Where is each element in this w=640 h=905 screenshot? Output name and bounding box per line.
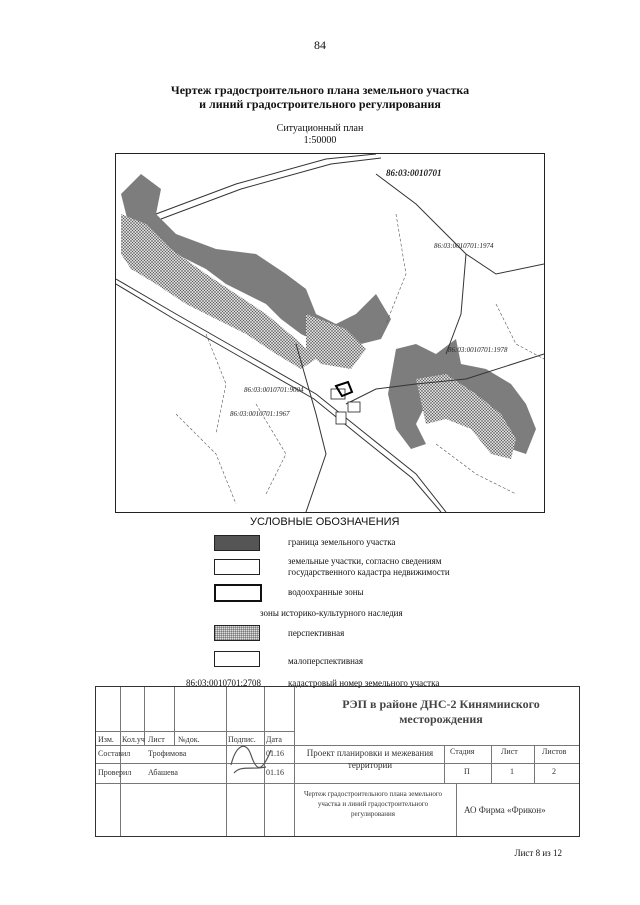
legend-heritage-title: зоны историко-культурного наследия bbox=[260, 608, 403, 618]
parcel-label-1978: 86:03:0010701:1978 bbox=[448, 346, 508, 354]
stamp-date-compiled: 01.16 bbox=[266, 749, 284, 758]
stamp-header-kol: Кол.уч bbox=[122, 735, 145, 744]
stamp-header-izm: Изм. bbox=[98, 735, 114, 744]
stamp-date-checked: 01.16 bbox=[266, 768, 284, 777]
stamp-name-checked: Абашева bbox=[148, 768, 178, 777]
legend-swatch-perspective bbox=[214, 625, 260, 641]
situational-map bbox=[115, 153, 545, 513]
legend-label-perspective: перспективная bbox=[288, 628, 345, 638]
legend-label-water: водоохранные зоны bbox=[288, 587, 364, 597]
situational-plan-caption bbox=[0, 123, 640, 147]
signature-mark bbox=[226, 735, 276, 785]
stamp-stage-header: Стадия bbox=[450, 747, 475, 756]
stamp-sheets-header: Листов bbox=[542, 747, 567, 756]
quarter-number-label: 86:03:0010701 bbox=[386, 168, 442, 178]
stamp-role-compiled: Составил bbox=[98, 749, 131, 758]
sheet-footer: Лист 8 из 12 bbox=[514, 848, 562, 858]
parcel-label-9004: 86:03:0010701:9004 bbox=[244, 386, 304, 394]
stamp-sheet-value: 1 bbox=[510, 767, 514, 776]
legend-label-boundary: граница земельного участка bbox=[288, 537, 396, 547]
stamp-header-list: Лист bbox=[148, 735, 165, 744]
stamp-sheet-header: Лист bbox=[501, 747, 518, 756]
stamp-project-name: Проект планировки и межевания территории bbox=[306, 748, 434, 770]
stamp-header-date: Дата bbox=[266, 735, 282, 744]
stamp-name-compiled: Трофимова bbox=[148, 749, 187, 758]
legend-label-low-perspective: малоперспективная bbox=[288, 656, 364, 666]
title-line-1: Чертеж градостроительного плана земельного участка bbox=[170, 83, 470, 97]
stamp-stage-value: П bbox=[464, 767, 470, 776]
map-drawing bbox=[116, 154, 544, 512]
drawing-title bbox=[0, 83, 640, 111]
legend-cadastral-label: кадастровый номер земельного участка bbox=[288, 678, 440, 688]
legend-swatch-cadastre bbox=[214, 559, 260, 575]
stamp-project-title: РЭП в районе ДНС-2 Кинямииского месторождения bbox=[342, 697, 540, 726]
parcel-label-1967: 86:03:0010701:1967 bbox=[230, 410, 290, 418]
legend-swatch-water bbox=[214, 584, 262, 602]
parcel-label-1974: 86:03:0010701:1974 bbox=[434, 242, 494, 250]
page-number: 84 bbox=[314, 38, 326, 52]
stamp-role-checked: Проверил bbox=[98, 768, 132, 777]
map-scale: 1:50000 bbox=[303, 135, 337, 146]
legend-swatch-boundary bbox=[214, 535, 260, 551]
legend-title: УСЛОВНЫЕ ОБОЗНАЧЕНИЯ bbox=[250, 516, 400, 528]
stamp-sheets-value: 2 bbox=[552, 767, 556, 776]
stamp-company: АО Фирма «Фрикон» bbox=[464, 805, 546, 815]
stamp-drawing-name: Чертеж градостроительного плана земельного участка и линий градостроительного регулирования bbox=[303, 790, 443, 818]
legend-cadastral-example: 86:03:0010701:2708 bbox=[186, 678, 262, 688]
legend-swatch-low-perspective bbox=[214, 651, 260, 667]
title-block bbox=[95, 686, 580, 837]
title-line-2: и линий градостроительного регулирования bbox=[199, 97, 441, 111]
stamp-header-sign: Подпис. bbox=[228, 735, 256, 744]
legend-label-cadastre: земельные участки, согласно сведениям государственного кадастра недвижимости bbox=[288, 556, 450, 577]
situational-plan-label: Ситуационный план bbox=[276, 123, 364, 134]
stamp-header-doc: №док. bbox=[178, 735, 200, 744]
